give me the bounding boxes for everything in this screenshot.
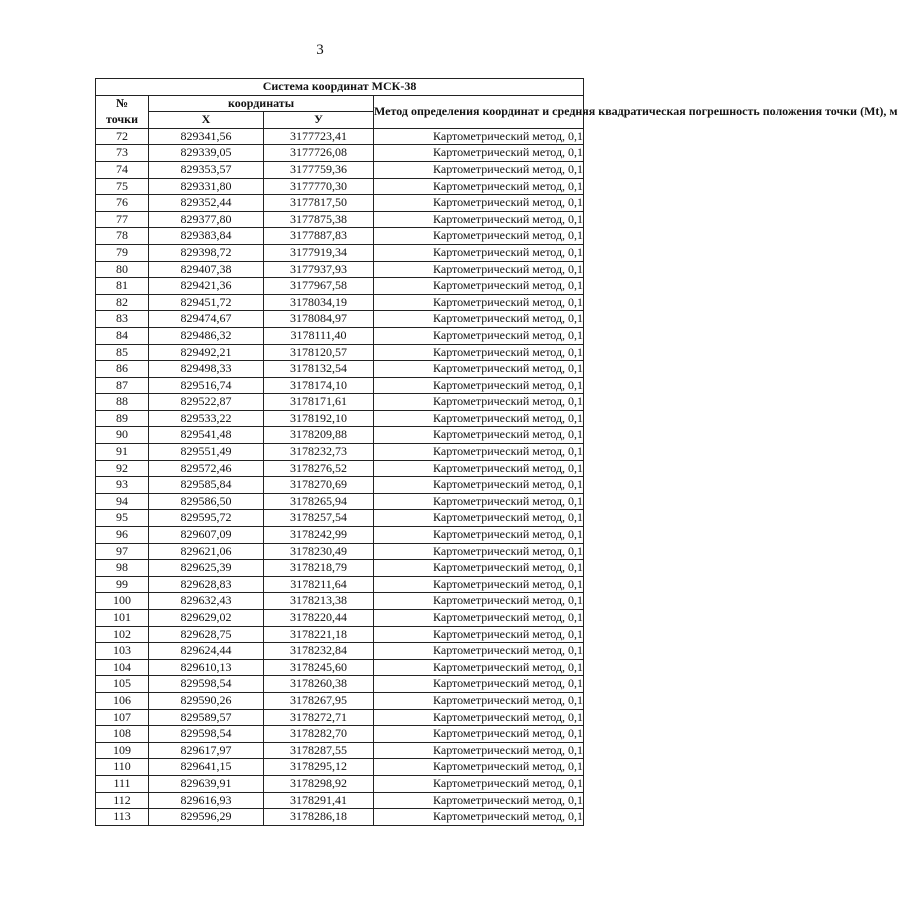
x-coordinate-cell: 829341,56 — [149, 128, 264, 145]
x-coordinate-cell: 829628,75 — [149, 626, 264, 643]
method-cell: Картометрический метод, 0,1 — [374, 294, 584, 311]
y-coordinate-cell: 3178257,54 — [264, 510, 374, 527]
method-cell: Картометрический метод, 0,1 — [374, 560, 584, 577]
x-coordinate-cell: 829610,13 — [149, 659, 264, 676]
point-number-cell: 109 — [96, 742, 149, 759]
table-body — [96, 128, 584, 825]
y-coordinate-cell: 3178295,12 — [264, 759, 374, 776]
table-row — [96, 460, 584, 477]
table-row — [96, 394, 584, 411]
x-coordinate-cell: 829451,72 — [149, 294, 264, 311]
x-coordinate-cell: 829339,05 — [149, 145, 264, 162]
y-column-header: У — [264, 112, 374, 129]
x-coordinate-cell: 829590,26 — [149, 692, 264, 709]
y-coordinate-cell: 3178111,40 — [264, 327, 374, 344]
point-number-cell: 91 — [96, 444, 149, 461]
table-row — [96, 361, 584, 378]
point-number-cell: 86 — [96, 361, 149, 378]
table-row — [96, 742, 584, 759]
point-number-cell: 100 — [96, 593, 149, 610]
x-coordinate-cell: 829352,44 — [149, 195, 264, 212]
table-row — [96, 493, 584, 510]
x-coordinate-cell: 829331,80 — [149, 178, 264, 195]
y-coordinate-cell: 3178272,71 — [264, 709, 374, 726]
x-coordinate-cell: 829607,09 — [149, 527, 264, 544]
x-column-header: X — [149, 112, 264, 129]
method-cell: Картометрический метод, 0,1 — [374, 377, 584, 394]
y-coordinate-cell: 3178282,70 — [264, 726, 374, 743]
x-coordinate-cell: 829421,36 — [149, 278, 264, 295]
method-cell: Картометрический метод, 0,1 — [374, 759, 584, 776]
point-number-cell: 72 — [96, 128, 149, 145]
coordinates-table — [95, 78, 898, 826]
x-coordinate-cell: 829533,22 — [149, 410, 264, 427]
point-number-cell: 105 — [96, 676, 149, 693]
table-row — [96, 161, 584, 178]
method-cell: Картометрический метод, 0,1 — [374, 161, 584, 178]
y-coordinate-cell: 3178245,60 — [264, 659, 374, 676]
x-coordinate-cell: 829632,43 — [149, 593, 264, 610]
y-coordinate-cell: 3178286,18 — [264, 809, 374, 826]
point-number-cell: 90 — [96, 427, 149, 444]
x-coordinate-cell: 829641,15 — [149, 759, 264, 776]
y-coordinate-cell: 3178298,92 — [264, 775, 374, 792]
y-coordinate-cell: 3178265,94 — [264, 493, 374, 510]
point-number-cell: 97 — [96, 543, 149, 560]
method-cell: Картометрический метод, 0,1 — [374, 676, 584, 693]
table-row — [96, 444, 584, 461]
table-row — [96, 261, 584, 278]
x-coordinate-cell: 829585,84 — [149, 477, 264, 494]
x-coordinate-cell: 829516,74 — [149, 377, 264, 394]
x-coordinate-cell: 829377,80 — [149, 211, 264, 228]
method-cell: Картометрический метод, 0,1 — [374, 410, 584, 427]
x-coordinate-cell: 829617,97 — [149, 742, 264, 759]
method-cell: Картометрический метод, 0,1 — [374, 261, 584, 278]
point-number-cell: 92 — [96, 460, 149, 477]
y-coordinate-cell: 3178120,57 — [264, 344, 374, 361]
y-coordinate-cell: 3178192,10 — [264, 410, 374, 427]
method-cell: Картометрический метод, 0,1 — [374, 477, 584, 494]
method-cell: Картометрический метод, 0,1 — [374, 427, 584, 444]
point-number-cell: 87 — [96, 377, 149, 394]
table-row — [96, 427, 584, 444]
method-cell: Картометрический метод, 0,1 — [374, 543, 584, 560]
y-coordinate-cell: 3178276,52 — [264, 460, 374, 477]
table-row — [96, 278, 584, 295]
point-number-cell: 103 — [96, 643, 149, 660]
table-row — [96, 327, 584, 344]
table-row — [96, 692, 584, 709]
table-row — [96, 726, 584, 743]
point-number-cell: 81 — [96, 278, 149, 295]
x-coordinate-cell: 829498,33 — [149, 361, 264, 378]
table-row — [96, 775, 584, 792]
table-row — [96, 643, 584, 660]
table-row — [96, 759, 584, 776]
point-number-cell: 106 — [96, 692, 149, 709]
point-number-cell: 101 — [96, 610, 149, 627]
method-cell: Картометрический метод, 0,1 — [374, 792, 584, 809]
method-cell: Картометрический метод, 0,1 — [374, 775, 584, 792]
table-row — [96, 527, 584, 544]
x-coordinate-cell: 829486,32 — [149, 327, 264, 344]
y-coordinate-cell: 3178287,55 — [264, 742, 374, 759]
y-coordinate-cell: 3178213,38 — [264, 593, 374, 610]
y-coordinate-cell: 3177919,34 — [264, 244, 374, 261]
x-coordinate-cell: 829616,93 — [149, 792, 264, 809]
point-number-cell: 102 — [96, 626, 149, 643]
method-cell: Картометрический метод, 0,1 — [374, 692, 584, 709]
y-coordinate-cell: 3178267,95 — [264, 692, 374, 709]
x-coordinate-cell: 829551,49 — [149, 444, 264, 461]
x-coordinate-cell: 829628,83 — [149, 576, 264, 593]
y-coordinate-cell: 3178171,61 — [264, 394, 374, 411]
coordinates-header: координаты — [149, 95, 374, 112]
x-coordinate-cell: 829598,54 — [149, 726, 264, 743]
x-coordinate-cell: 829353,57 — [149, 161, 264, 178]
method-cell: Картометрический метод, 0,1 — [374, 493, 584, 510]
method-cell: Картометрический метод, 0,1 — [374, 128, 584, 145]
table-row — [96, 477, 584, 494]
y-coordinate-cell: 3177967,58 — [264, 278, 374, 295]
point-number-cell: 104 — [96, 659, 149, 676]
method-cell: Картометрический метод, 0,1 — [374, 742, 584, 759]
point-number-cell: 78 — [96, 228, 149, 245]
x-coordinate-cell: 829398,72 — [149, 244, 264, 261]
point-number-cell: 93 — [96, 477, 149, 494]
y-coordinate-cell: 3177817,50 — [264, 195, 374, 212]
table-row — [96, 244, 584, 261]
x-coordinate-cell: 829624,44 — [149, 643, 264, 660]
y-coordinate-cell: 3178232,84 — [264, 643, 374, 660]
y-coordinate-cell: 3177875,38 — [264, 211, 374, 228]
point-number-cell: 107 — [96, 709, 149, 726]
method-cell: Картометрический метод, 0,1 — [374, 659, 584, 676]
method-cell: Картометрический метод, 0,1 — [374, 626, 584, 643]
table-row — [96, 311, 584, 328]
method-cell: Картометрический метод, 0,1 — [374, 211, 584, 228]
table-row — [96, 659, 584, 676]
point-number-cell: 85 — [96, 344, 149, 361]
y-coordinate-cell: 3178232,73 — [264, 444, 374, 461]
point-number-cell: 111 — [96, 775, 149, 792]
table-row — [96, 593, 584, 610]
y-coordinate-cell: 3177937,93 — [264, 261, 374, 278]
table-row — [96, 145, 584, 162]
method-cell: Картометрический метод, 0,1 — [374, 709, 584, 726]
y-coordinate-cell: 3178034,19 — [264, 294, 374, 311]
point-number-cell: 76 — [96, 195, 149, 212]
x-coordinate-cell: 829407,38 — [149, 261, 264, 278]
table-row — [96, 228, 584, 245]
method-cell: Картометрический метод, 0,1 — [374, 228, 584, 245]
y-coordinate-cell: 3177726,08 — [264, 145, 374, 162]
y-coordinate-cell: 3178230,49 — [264, 543, 374, 560]
table-row — [96, 510, 584, 527]
point-number-cell: 84 — [96, 327, 149, 344]
x-coordinate-cell: 829492,21 — [149, 344, 264, 361]
method-cell: Картометрический метод, 0,1 — [374, 244, 584, 261]
y-coordinate-cell: 3178211,64 — [264, 576, 374, 593]
table-row — [96, 377, 584, 394]
method-cell: Картометрический метод, 0,1 — [374, 344, 584, 361]
table-row — [96, 178, 584, 195]
point-number-cell: 83 — [96, 311, 149, 328]
method-cell: Картометрический метод, 0,1 — [374, 278, 584, 295]
y-coordinate-cell: 3177723,41 — [264, 128, 374, 145]
point-number-cell: 112 — [96, 792, 149, 809]
y-coordinate-cell: 3177770,30 — [264, 178, 374, 195]
y-coordinate-cell: 3178260,38 — [264, 676, 374, 693]
method-cell: Картометрический метод, 0,1 — [374, 394, 584, 411]
method-cell: Картометрический метод, 0,1 — [374, 726, 584, 743]
point-number-cell: 82 — [96, 294, 149, 311]
point-number-cell: 110 — [96, 759, 149, 776]
point-number-cell: 79 — [96, 244, 149, 261]
table-row — [96, 410, 584, 427]
point-number-cell: 73 — [96, 145, 149, 162]
table-row — [96, 809, 584, 826]
y-coordinate-cell: 3178221,18 — [264, 626, 374, 643]
x-coordinate-cell: 829598,54 — [149, 676, 264, 693]
method-cell: Картометрический метод, 0,1 — [374, 510, 584, 527]
point-number-cell: 75 — [96, 178, 149, 195]
method-cell: Картометрический метод, 0,1 — [374, 178, 584, 195]
table-row — [96, 211, 584, 228]
table-row — [96, 294, 584, 311]
method-cell: Картометрический метод, 0,1 — [374, 610, 584, 627]
x-coordinate-cell: 829586,50 — [149, 493, 264, 510]
x-coordinate-cell: 829541,48 — [149, 427, 264, 444]
point-number-cell: 95 — [96, 510, 149, 527]
table-row — [96, 676, 584, 693]
point-number-cell: 94 — [96, 493, 149, 510]
table-row — [96, 792, 584, 809]
y-coordinate-cell: 3177759,36 — [264, 161, 374, 178]
y-coordinate-cell: 3178291,41 — [264, 792, 374, 809]
x-coordinate-cell: 829596,29 — [149, 809, 264, 826]
x-coordinate-cell: 829595,72 — [149, 510, 264, 527]
table-row — [96, 576, 584, 593]
table-row — [96, 344, 584, 361]
method-cell: Картометрический метод, 0,1 — [374, 327, 584, 344]
x-coordinate-cell: 829589,57 — [149, 709, 264, 726]
method-cell: Картометрический метод, 0,1 — [374, 809, 584, 826]
point-number-cell: 98 — [96, 560, 149, 577]
x-coordinate-cell: 829572,46 — [149, 460, 264, 477]
x-coordinate-cell: 829383,84 — [149, 228, 264, 245]
point-number-cell: 89 — [96, 410, 149, 427]
method-cell: Картометрический метод, 0,1 — [374, 576, 584, 593]
y-coordinate-cell: 3177887,83 — [264, 228, 374, 245]
coordinate-system-title: Система координат МСК-38 — [96, 79, 584, 96]
table-row — [96, 610, 584, 627]
method-cell: Картометрический метод, 0,1 — [374, 527, 584, 544]
point-number-cell: 108 — [96, 726, 149, 743]
point-number-header: № точки — [96, 95, 149, 128]
x-coordinate-cell: 829474,67 — [149, 311, 264, 328]
x-coordinate-cell: 829639,91 — [149, 775, 264, 792]
x-coordinate-cell: 829625,39 — [149, 560, 264, 577]
point-number-cell: 77 — [96, 211, 149, 228]
x-coordinate-cell: 829629,02 — [149, 610, 264, 627]
page-number: 3 — [316, 42, 324, 58]
point-number-cell: 96 — [96, 527, 149, 544]
method-cell: Картометрический метод, 0,1 — [374, 361, 584, 378]
table-row — [96, 128, 584, 145]
method-cell: Картометрический метод, 0,1 — [374, 593, 584, 610]
point-number-cell: 99 — [96, 576, 149, 593]
y-coordinate-cell: 3178242,99 — [264, 527, 374, 544]
method-cell: Картометрический метод, 0,1 — [374, 145, 584, 162]
y-coordinate-cell: 3178220,44 — [264, 610, 374, 627]
table-row — [96, 626, 584, 643]
y-coordinate-cell: 3178084,97 — [264, 311, 374, 328]
method-header: Метод определения координат и средняя квадратическая погрешность положения точки (Mt), м — [374, 95, 584, 128]
y-coordinate-cell: 3178218,79 — [264, 560, 374, 577]
point-number-cell: 113 — [96, 809, 149, 826]
point-number-cell: 80 — [96, 261, 149, 278]
method-cell: Картометрический метод, 0,1 — [374, 460, 584, 477]
method-cell: Картометрический метод, 0,1 — [374, 444, 584, 461]
x-coordinate-cell: 829621,06 — [149, 543, 264, 560]
table-row — [96, 543, 584, 560]
x-coordinate-cell: 829522,87 — [149, 394, 264, 411]
method-cell: Картометрический метод, 0,1 — [374, 643, 584, 660]
table-row — [96, 709, 584, 726]
point-number-cell: 88 — [96, 394, 149, 411]
table-row — [96, 560, 584, 577]
point-number-cell: 74 — [96, 161, 149, 178]
table-row — [96, 195, 584, 212]
method-cell: Картометрический метод, 0,1 — [374, 311, 584, 328]
method-cell: Картометрический метод, 0,1 — [374, 195, 584, 212]
y-coordinate-cell: 3178174,10 — [264, 377, 374, 394]
y-coordinate-cell: 3178209,88 — [264, 427, 374, 444]
y-coordinate-cell: 3178132,54 — [264, 361, 374, 378]
y-coordinate-cell: 3178270,69 — [264, 477, 374, 494]
